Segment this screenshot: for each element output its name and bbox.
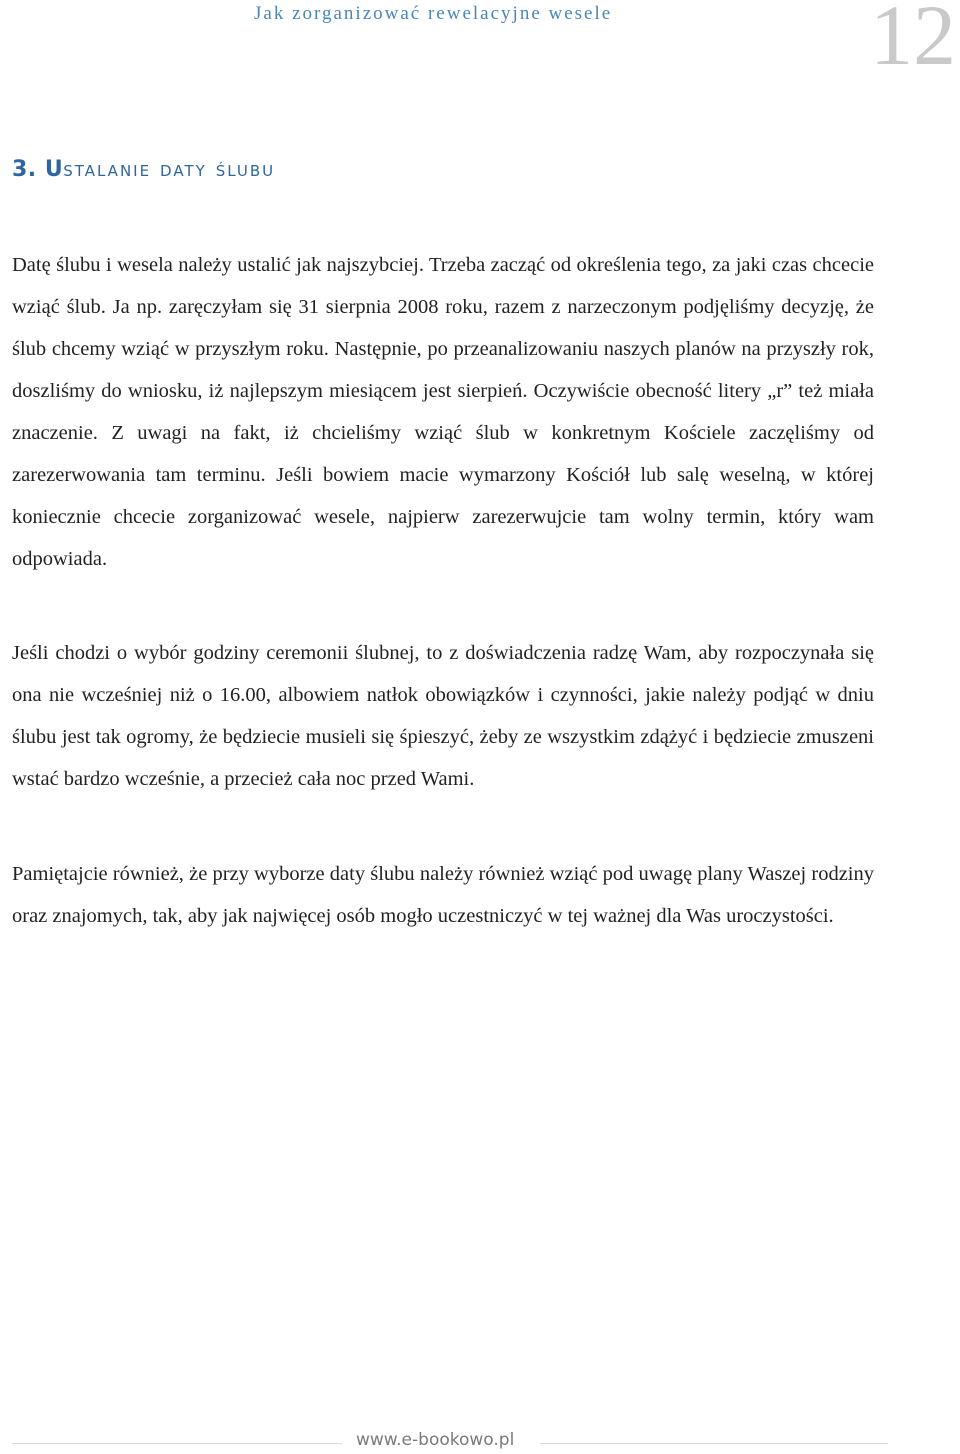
chapter-heading [12,157,275,182]
footer-divider-right [540,1443,888,1444]
running-header-title: Jak zorganizować rewelacyjne wesele [254,3,613,24]
chapter-heading-number: 3. U [12,157,64,182]
body-paragraph-2: Jeśli chodzi o wybór godziny ceremonii ślubnej, to z doświadczenia radzę Wam, aby rozpoczynała się ona nie wcześniej niż o 16.00, albowiem natłok obowiązków i czynności, jakie należy podjąć w dniu ślubu jest tak ogromy, że będziecie musieli się śpieszyć, żeby ze wszystkim zdążyć i będziecie zmuszeni wstać bardzo wcześnie, a przecież cała noc przed Wami. [12,642,874,790]
chapter-heading-title: stalanie daty ślubu [63,157,276,182]
page-number: 12 [870,0,956,83]
body-paragraph-3: Pamiętajcie również, że przy wyborze daty ślubu należy również wziąć pod uwagę plany Waszej rodziny oraz znajomych, tak, aby jak najwięcej osób mogło uczestniczyć w tej ważnej dla Was uroczystości. [12,863,874,927]
footer-url: www.e-bookowo.pl [356,1430,515,1450]
body-paragraph-1: Datę ślubu i wesela należy ustalić jak najszybciej. Trzeba zacząć od określenia tego, za jaki czas chcecie wziąć ślub. Ja np. zaręczyłam się 31 sierpnia 2008 roku, razem z narzeczonym podjęliśmy decyzję, że ślub chcemy wziąć w przyszłym roku. Następnie, po przeanalizowaniu naszych planów na przyszły rok, doszliśmy do wniosku, iż najlepszym miesiącem jest sierpień. Oczywiście obecność litery „r” też miała znaczenie. Z uwagi na fakt, iż chcieliśmy wziąć ślub w konkretnym Kościele zaczęliśmy od zarezerwowania tam terminu. Jeśli bowiem macie wymarzony Kościół lub salę weselną, w której koniecznie chcecie zorganizować wesele, najpierw zarezerwujcie tam wolny termin, który wam odpowiada. [12,254,874,570]
footer-divider-left [12,1443,342,1444]
